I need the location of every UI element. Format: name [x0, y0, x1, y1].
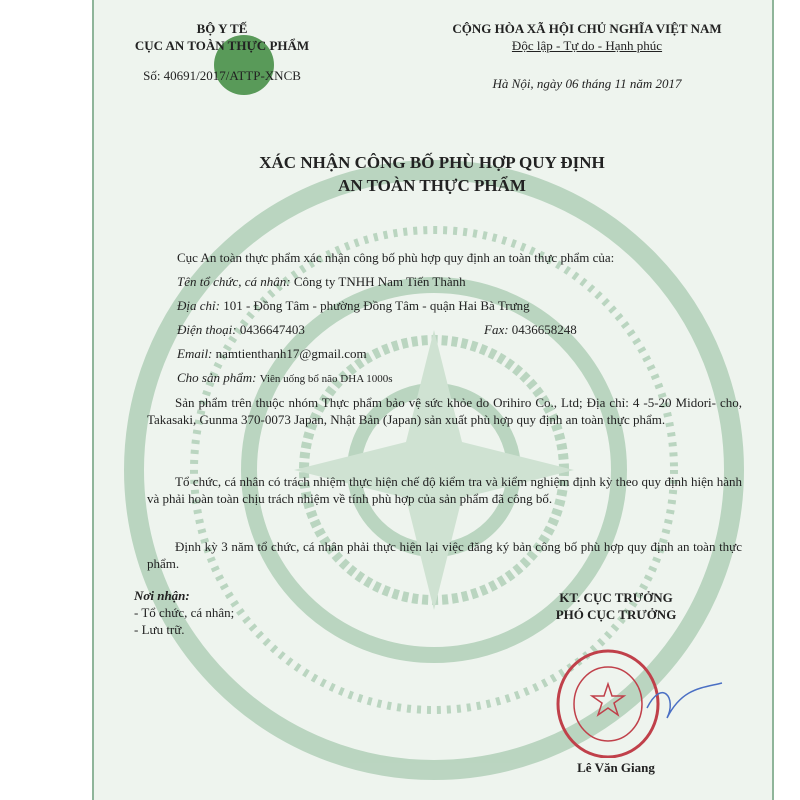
- phone-value: 0436647403: [239, 322, 305, 337]
- phone-label: Điện thoại:: [177, 322, 237, 337]
- email-label: Email:: [177, 346, 213, 361]
- product-label: Cho sản phẩm:: [177, 370, 257, 385]
- nation-name: CỘNG HÒA XÃ HỘI CHỦ NGHĨA VIỆT NAM: [452, 21, 722, 36]
- signer-name: Lê Văn Giang: [577, 760, 655, 775]
- intro-text: Cục An toàn thực phẩm xác nhận công bố phù hợp quy định an toàn thực phẩm của:: [177, 250, 615, 265]
- department-name: CỤC AN TOÀN THỰC PHẨM: [134, 38, 310, 53]
- title-line1: XÁC NHẬN CÔNG BỐ PHÙ HỢP QUY ĐỊNH: [259, 153, 605, 172]
- org-line: [177, 274, 466, 290]
- ministry-name: BỘ Y TẾ: [196, 21, 248, 36]
- email-line: [177, 346, 367, 362]
- issue-date: Hà Nội, ngày 06 tháng 11 năm 2017: [492, 76, 682, 91]
- fax-value: 0436658248: [511, 322, 577, 337]
- paragraph-manufacturer: Sản phẩm trên thuộc nhóm Thực phẩm bảo vệ sức khỏe do Orihiro Co., Ltd; Địa chỉ: 4 -5-20 Midori- cho, Takasaki, Gunma 370-0073 Japan, Nhật Bản (Japan) sản xuất phù hợp quy định an toàn thực phẩm.: [147, 395, 742, 427]
- fax-label: Fax:: [484, 322, 509, 337]
- address-line: [177, 298, 530, 314]
- fax-line: [484, 322, 577, 338]
- product-value: Viên uống bổ não DHA 1000s: [259, 373, 393, 385]
- signer-title-line1: KT. CỤC TRƯỞNG: [559, 590, 673, 605]
- email-value: namtienthanh17@gmail.com: [215, 346, 367, 361]
- document-number: Số: 40691/2017/ATTP-XNCB: [143, 68, 301, 83]
- seal-inner-ring: [574, 667, 642, 741]
- recipient-item: - Tổ chức, cá nhân;: [134, 605, 235, 620]
- paragraph-responsibility: Tổ chức, cá nhân có trách nhiệm thực hiện chế độ kiểm tra và kiểm nghiệm định kỳ theo quy định hiện hành và phải hoàn toàn chịu trách nhiệm về tính phù hợp của sản phẩm đã công bố.: [147, 474, 742, 506]
- address-label: Địa chỉ:: [177, 298, 220, 313]
- certificate-document: [92, 0, 774, 800]
- product-line: [177, 370, 393, 387]
- recipients-label: Nơi nhận:: [134, 588, 190, 603]
- national-motto: Độc lập - Tự do - Hạnh phúc: [511, 38, 663, 53]
- paragraph-renewal: Định kỳ 3 năm tổ chức, cá nhân phải thực hiện lại việc đăng ký bản công bố phù hợp quy định an toàn thực phẩm.: [147, 539, 742, 571]
- org-label: Tên tổ chức, cá nhân:: [177, 274, 291, 289]
- address-value: 101 - Đồng Tâm - phường Đồng Tâm - quận Hai Bà Trưng: [223, 298, 530, 313]
- seal-star-icon: [592, 684, 624, 715]
- org-value: Công ty TNHH Nam Tiến Thành: [293, 274, 466, 289]
- recipient-item: - Lưu trữ.: [134, 622, 185, 637]
- signer-title-line2: PHÓ CỤC TRƯỞNG: [555, 607, 677, 622]
- phone-line: [177, 322, 305, 338]
- official-seal: [552, 648, 732, 758]
- title-line2: AN TOÀN THỰC PHẨM: [338, 176, 526, 195]
